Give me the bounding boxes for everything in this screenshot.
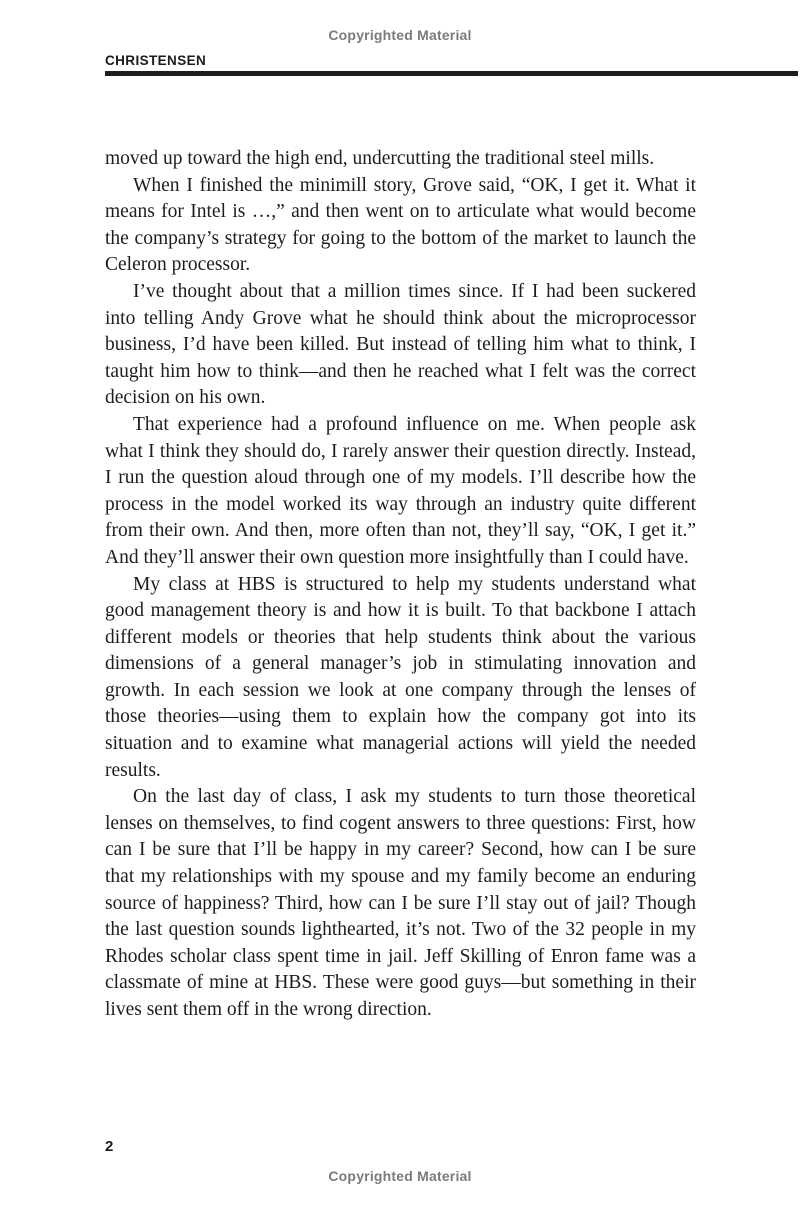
- paragraph: I’ve thought about that a million times since. If I had been suckered into telling Andy Grove what he should think about the microprocessor business, I’d have been killed. But instead of telling him what to think, I taught him how to think—and then he reached what I felt was the correct decision on his own.: [105, 280, 696, 409]
- body-text-block: [105, 146, 696, 1024]
- paragraph: moved up toward the high end, undercutting the traditional steel mills.: [105, 148, 655, 169]
- paragraph: When I finished the minimill story, Grove said, “OK, I get it. What it means for Intel is …,” and then went on to articulate what would become the company’s strategy for going to the bottom of the market to launch the Celeron processor.: [105, 174, 696, 276]
- author-running-head: CHRISTENSEN: [105, 53, 207, 68]
- paragraph: My class at HBS is structured to help my students understand what good management theory is and how it is built. To that backbone I attach different models or theories that help students think about the various dimensions of a general manager’s job in stimulating innovation and growth. In each session we look at one company through the lenses of those theories—using them to explain how the company got into its situation and to examine what managerial actions will yield the needed results.: [105, 573, 696, 781]
- page-number: 2: [105, 1138, 114, 1155]
- paragraph: On the last day of class, I ask my students to turn those theoretical lenses on themselves, to find cogent answers to three questions: First, how can I be sure that I’ll be happy in my career? Second, how can I be sure that my relationships with my spouse and my family become an enduring source of happiness? Third, how can I be sure I’ll stay out of jail? Though the last question sounds lighthearted, it’s not. Two of the 32 people in my Rhodes scholar class spent time in jail. Jeff Skilling of Enron fame was a classmate of mine at HBS. These were good guys—but something in their lives sent them off in the wrong direction.: [105, 786, 696, 1020]
- header-rule: [105, 71, 798, 76]
- copyright-notice-top: Copyrighted Material: [328, 27, 472, 43]
- copyright-notice-bottom: Copyrighted Material: [328, 1168, 472, 1184]
- paragraph: That experience had a profound influence on me. When people ask what I think they should do, I rarely answer their question directly. Instead, I run the question aloud through one of my models. I’ll describe how the process in the model worked its way through an industry quite different from their own. And then, more often than not, they’ll say, “OK, I get it.” And they’ll answer their own question more insightfully than I could have.: [105, 413, 696, 568]
